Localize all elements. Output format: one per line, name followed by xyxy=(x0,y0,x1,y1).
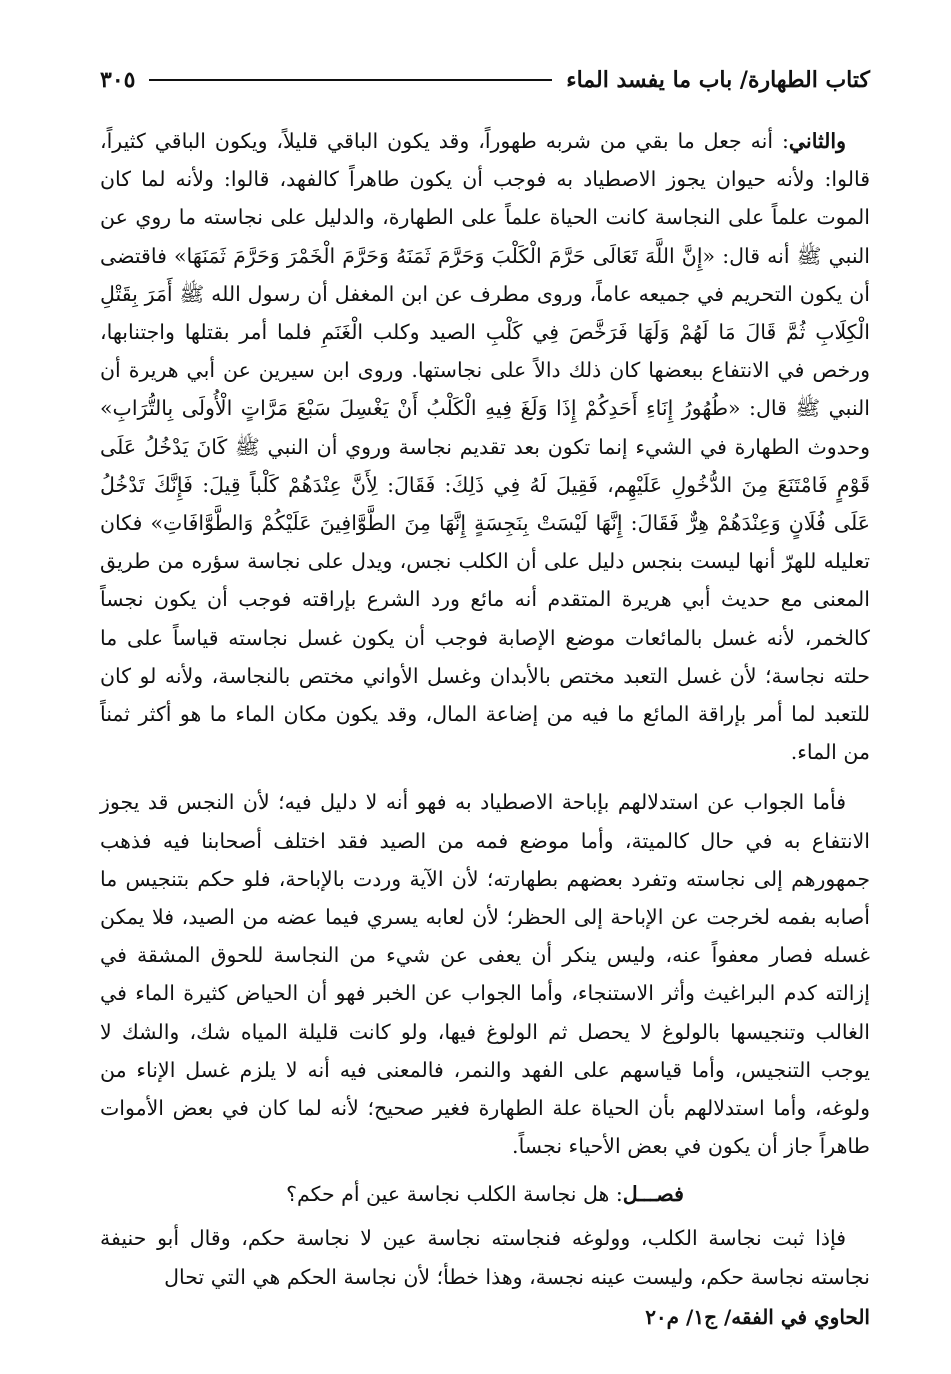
paragraph-3: فإذا ثبت نجاسة الكلب، وولوغه فنجاسته نجاسة عين لا نجاسة حكم، وقال أبو حنيفة نجاسته نجاسة حكم، وليست عينه نجسة، وهذا خطأ؛ لأن نجاسة الحكم هي التي تحال xyxy=(100,1226,870,1289)
header-rule xyxy=(149,79,552,81)
paragraph-2: فأما الجواب عن استدلالهم بإباحة الاصطياد به فهو أنه لا دليل فيه؛ لأن النجس قد يجوز الانتفاع به في حال كالميتة، وأما موضع فمه من الصيد فقد اختلف أصحابنا فيه فذهب جمهورهم إلى نجاسته وتفرد بعضهم بطهارته؛ لأن الآية وردت بالإباحة، فلو حكم بتنجيس ما أصابه بفمه لخرجت عن الإباحة إلى الحظر؛ لأن لعابه يسري فيما عضه من الصيد، فلا يمكن غسله فصار معفواً عنه، وليس ينكر أن يعفى عن شيء من النجاسة للحوق المشقة في إزالته كدم البراغيث وأثر الاستنجاء، وأما الجواب عن الخبر فهو أن الحياض كثيرة الماء في الغالب وتنجيسها بالولوغ لا يحصل ثم الولوغ فيها، ولو كانت قليلة المياه شك، والشك لا يوجب التنجيس، وأما قياسهم على الفهد والنمر، فالمعنى فيه أنه لا يلزم غسل الإناء من ولوغه، وأما استدلالهم بأن الحياة علة الطهارة فغير صحيح؛ لأنه لما كان في بعض الأموات طاهراً جاز أن يكون في بعض الأحياء نجساً. xyxy=(100,790,870,1159)
paragraph-1-text: : أنه جعل ما بقي من شربه طهوراً، وقد يكون الباقي قليلاً، ويكون الباقي كثيراً، قالوا: ولأنه حيوان يجوز الاصطياد به فوجب أن يكون طاهراً كالفهد، قالوا: ولأنه لما كان الموت علماً على النجاسة كانت الحياة علماً على الطهارة، والدليل على نجاسته ما روي عن النبي ﷺ أنه قال: «إِنَّ اللَّهَ تَعَالَى حَرَّمَ الْكَلْبَ وَحَرَّمَ ثَمَنَهُ وَحَرَّمَ الْخَمْرَ وَحَرَّمَ ثَمَنَهَا» فاقتضى أن يكون التحريم في جميعه عاماً، وروى مطرف عن ابن المغفل أن رسول الله ﷺ أَمَرَ بِقَتْلِ الْكِلَابِ ثُمَّ قَالَ مَا لَهُمْ وَلَهَا فَرَخَّصَ فِي كَلْبِ الصيد وكلب الْغَنَمِ فلما أمر بقتلها واجتنابها، ورخص في الانتفاع ببعضها كان ذلك دالاً على نجاستها. وروى ابن سيرين عن أبي هريرة أن النبي ﷺ قال: «طُهُورُ إِنَاءِ أَحَدِكُمْ إِذَا وَلَغَ فِيهِ الْكَلْبُ أَنْ يَغْسِلَ سَبْعَ مَرَّاتٍ الْأُولَى بِالتُّرَابِ» وحدوث الطهارة في الشيء إنما تكون بعد تقديم نجاسة وروي أن النبي ﷺ كَانَ يَدْخُلُ عَلَى قَوْمٍ فَامْتَنَعَ مِنَ الدُّخُولِ عَلَيْهِم، فَقِيلَ لَهُ فِي ذَلِكَ: فَقَالَ: لِأَنَّ عِنْدَهُمْ كَلْباً قِيلَ: فَإِنَّكَ تَدْخُلُ عَلَى فُلَانٍ وَعِنْدَهُمْ هِرٌّ فَقَالَ: إِنَّهَا لَيْسَتْ بِنَجِسَةٍ إِنَّهَا مِنَ الطَّوَّافِينَ عَلَيْكُمْ وَالطَّوَّافَاتِ» فكان تعليله للهرّ أنها ليست بنجس دليل على أن الكلب نجس، ويدل على نجاسة سؤره من طريق المعنى مع حديث أبي هريرة المتقدم أنه مائع ورد الشرع بإراقته فوجب أن يكون نجساً كالخمر، لأنه غسل بالمائعات موضع الإصابة فوجب أن يكون غسل نجاسته قياساً على ما حلته نجاسة؛ لأن غسل التعبد مختص بالأبدان وغسل الأواني مختص بالنجاسة، ولأنه لو كان للتعبد لما أمر بإراقة المائع ما فيه من إضاعة المال، وقد يكون مكان الماء ما هو أكثر ثمناً من الماء. xyxy=(100,129,870,765)
page-number: ٣٠٥ xyxy=(100,67,136,93)
paragraph-1 xyxy=(100,122,870,771)
page-body xyxy=(100,122,870,1334)
section-heading-text: : هل نجاسة الكلب نجاسة عين أم حكم؟ xyxy=(286,1182,623,1207)
chapter-title: كتاب الطهارة/ باب ما يفسد الماء xyxy=(566,67,870,93)
running-header xyxy=(100,60,870,100)
paragraph-1-lead: والثاني xyxy=(788,129,846,153)
volume-signature: الحاوي في الفقه/ ج١/ م٢٠ xyxy=(645,1304,870,1329)
section-heading xyxy=(100,1175,870,1213)
book-page xyxy=(100,60,870,1334)
section-heading-lead: فصـــل xyxy=(622,1182,684,1207)
